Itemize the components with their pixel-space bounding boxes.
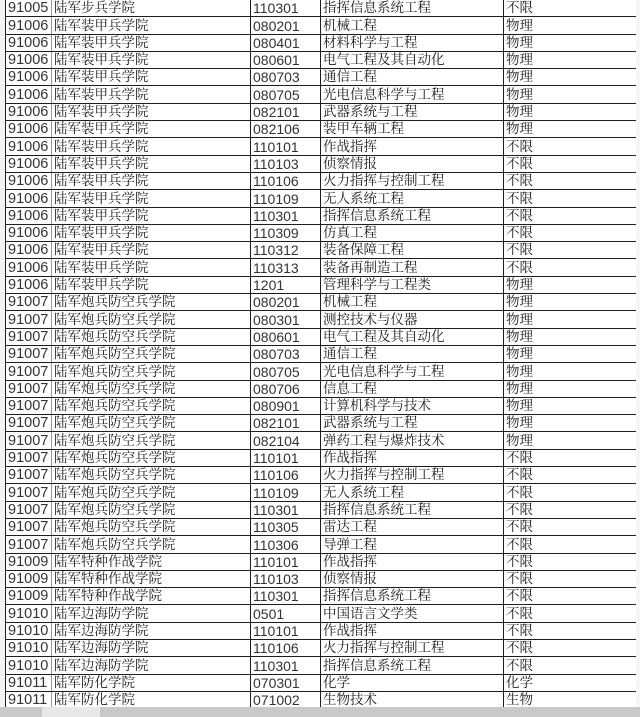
table-row: [6, 103, 637, 120]
table-row: [6, 51, 637, 68]
major-name-cell[interactable]: 弹药工程与爆炸技术: [321, 432, 504, 449]
table-row: [6, 415, 637, 432]
major-code-cell[interactable]: 080201: [251, 17, 321, 34]
table-row: [6, 224, 637, 241]
major-code-cell[interactable]: 080705: [251, 363, 321, 380]
major-code-cell[interactable]: 0501: [251, 605, 321, 622]
subject-requirement-cell[interactable]: 物理: [504, 86, 637, 103]
school-code-cell[interactable]: 91010: [6, 622, 52, 639]
major-code-cell[interactable]: 080601: [251, 51, 321, 68]
school-name-cell[interactable]: 陆军装甲兵学院: [52, 69, 251, 86]
major-code-cell[interactable]: 110109: [251, 484, 321, 501]
subject-requirement-cell[interactable]: 不限: [504, 570, 637, 587]
school-code-cell[interactable]: 91006: [6, 276, 52, 293]
school-code-cell[interactable]: 91006: [6, 172, 52, 189]
school-name-cell[interactable]: 陆军炮兵防空兵学院: [52, 501, 251, 518]
school-name-cell[interactable]: 陆军炮兵防空兵学院: [52, 518, 251, 535]
school-name-cell[interactable]: 陆军特种作战学院: [52, 553, 251, 570]
subject-requirement-cell[interactable]: 物理: [504, 51, 637, 68]
major-code-cell[interactable]: 110109: [251, 190, 321, 207]
subject-requirement-cell[interactable]: 物理: [504, 415, 637, 432]
subject-requirement-cell[interactable]: 物理: [504, 328, 637, 345]
major-code-cell[interactable]: 110301: [251, 207, 321, 224]
table-row: [6, 294, 637, 311]
major-name-cell[interactable]: 无人系统工程: [321, 484, 504, 501]
subject-requirement-cell[interactable]: 生物: [504, 691, 637, 707]
major-code-cell[interactable]: 080703: [251, 69, 321, 86]
school-code-cell[interactable]: 91006: [6, 242, 52, 259]
subject-requirement-cell[interactable]: 不限: [504, 484, 637, 501]
major-code-cell[interactable]: 080703: [251, 345, 321, 362]
school-code-cell[interactable]: 91010: [6, 639, 52, 656]
table-row: [6, 639, 637, 656]
subject-requirement-cell[interactable]: 不限: [504, 207, 637, 224]
table-row: [6, 311, 637, 328]
school-name-cell[interactable]: 陆军装甲兵学院: [52, 17, 251, 34]
subject-requirement-cell[interactable]: 物理: [504, 380, 637, 397]
school-code-cell[interactable]: 91009: [6, 570, 52, 587]
table-row: [6, 432, 637, 449]
major-name-cell[interactable]: 化学: [321, 674, 504, 691]
major-code-cell[interactable]: 082104: [251, 432, 321, 449]
table-row: [6, 657, 637, 674]
major-code-cell[interactable]: 110301: [251, 0, 321, 17]
school-name-cell[interactable]: 陆军装甲兵学院: [52, 224, 251, 241]
school-code-cell[interactable]: 91006: [6, 17, 52, 34]
table-row: [6, 207, 637, 224]
major-name-cell[interactable]: 作战指挥: [321, 622, 504, 639]
major-code-cell[interactable]: 110101: [251, 138, 321, 155]
table-row: [6, 0, 637, 17]
subject-requirement-cell[interactable]: 物理: [504, 432, 637, 449]
major-name-cell[interactable]: 武器系统与工程: [321, 415, 504, 432]
major-code-cell[interactable]: 110101: [251, 622, 321, 639]
school-name-cell[interactable]: 陆军装甲兵学院: [52, 155, 251, 172]
major-name-cell[interactable]: 中国语言文学类: [321, 605, 504, 622]
major-name-cell[interactable]: 无人系统工程: [321, 190, 504, 207]
school-name-cell[interactable]: 陆军炮兵防空兵学院: [52, 345, 251, 362]
major-code-cell[interactable]: 110309: [251, 224, 321, 241]
school-code-cell[interactable]: 91007: [6, 363, 52, 380]
subject-requirement-cell[interactable]: 不限: [504, 622, 637, 639]
major-name-cell[interactable]: 通信工程: [321, 345, 504, 362]
school-name-cell[interactable]: 陆军炮兵防空兵学院: [52, 415, 251, 432]
table-row: [6, 328, 637, 345]
major-name-cell[interactable]: 通信工程: [321, 69, 504, 86]
major-name-cell[interactable]: 装备再制造工程: [321, 259, 504, 276]
subject-requirement-cell[interactable]: 不限: [504, 242, 637, 259]
school-code-cell[interactable]: 91007: [6, 311, 52, 328]
table-row: [6, 345, 637, 362]
table-row: [6, 172, 637, 189]
school-name-cell[interactable]: 陆军装甲兵学院: [52, 86, 251, 103]
major-code-cell[interactable]: 110305: [251, 518, 321, 535]
table-row: [6, 380, 637, 397]
major-name-cell[interactable]: 指挥信息系统工程: [321, 657, 504, 674]
major-name-cell[interactable]: 仿真工程: [321, 224, 504, 241]
major-code-cell[interactable]: 110103: [251, 570, 321, 587]
school-name-cell[interactable]: 陆军炮兵防空兵学院: [52, 294, 251, 311]
school-code-cell[interactable]: 91006: [6, 155, 52, 172]
table-row: [6, 518, 637, 535]
school-code-cell[interactable]: 91007: [6, 345, 52, 362]
school-name-cell[interactable]: 陆军炮兵防空兵学院: [52, 536, 251, 553]
school-name-cell[interactable]: 陆军装甲兵学院: [52, 207, 251, 224]
table-row: [6, 691, 637, 707]
school-code-cell[interactable]: 91009: [6, 588, 52, 605]
school-name-cell[interactable]: 陆军炮兵防空兵学院: [52, 484, 251, 501]
table-row: [6, 397, 637, 414]
school-name-cell[interactable]: 陆军炮兵防空兵学院: [52, 467, 251, 484]
major-name-cell[interactable]: 指挥信息系统工程: [321, 0, 504, 17]
major-name-cell[interactable]: 装备保障工程: [321, 242, 504, 259]
subject-requirement-cell[interactable]: 化学: [504, 674, 637, 691]
subject-requirement-cell[interactable]: 不限: [504, 605, 637, 622]
subject-requirement-cell[interactable]: 不限: [504, 536, 637, 553]
major-name-cell[interactable]: 信息工程: [321, 380, 504, 397]
major-name-cell[interactable]: 机械工程: [321, 17, 504, 34]
table-row: [6, 501, 637, 518]
table-row: [6, 605, 637, 622]
school-code-cell[interactable]: 91007: [6, 328, 52, 345]
school-code-cell[interactable]: 91007: [6, 380, 52, 397]
school-code-cell[interactable]: 91011: [6, 691, 52, 707]
subject-requirement-cell[interactable]: 物理: [504, 34, 637, 51]
school-name-cell[interactable]: 陆军炮兵防空兵学院: [52, 449, 251, 466]
major-code-cell[interactable]: 110106: [251, 172, 321, 189]
major-name-cell[interactable]: 材料科学与工程: [321, 34, 504, 51]
subject-requirement-cell[interactable]: 物理: [504, 276, 637, 293]
major-name-cell[interactable]: 生物技术: [321, 691, 504, 707]
subject-requirement-cell[interactable]: 不限: [504, 449, 637, 466]
school-code-cell[interactable]: 91007: [6, 415, 52, 432]
major-name-cell[interactable]: 作战指挥: [321, 138, 504, 155]
school-code-cell[interactable]: 91007: [6, 467, 52, 484]
major-code-cell[interactable]: 080401: [251, 34, 321, 51]
subject-requirement-cell[interactable]: 不限: [504, 588, 637, 605]
major-name-cell[interactable]: 光电信息科学与工程: [321, 86, 504, 103]
school-name-cell[interactable]: 陆军装甲兵学院: [52, 121, 251, 138]
school-code-cell[interactable]: 91006: [6, 69, 52, 86]
major-code-cell[interactable]: 110301: [251, 588, 321, 605]
subject-requirement-cell[interactable]: 不限: [504, 518, 637, 535]
table-row: [6, 242, 637, 259]
subject-requirement-cell[interactable]: 不限: [504, 639, 637, 656]
table-row: [6, 138, 637, 155]
major-code-cell[interactable]: 110106: [251, 639, 321, 656]
subject-requirement-cell[interactable]: 不限: [504, 224, 637, 241]
major-name-cell[interactable]: 计算机科学与技术: [321, 397, 504, 414]
subject-requirement-cell[interactable]: 物理: [504, 345, 637, 362]
major-code-cell[interactable]: 110312: [251, 242, 321, 259]
school-code-cell[interactable]: 91007: [6, 536, 52, 553]
school-name-cell[interactable]: 陆军特种作战学院: [52, 588, 251, 605]
major-code-cell[interactable]: 110313: [251, 259, 321, 276]
major-code-cell[interactable]: 080301: [251, 311, 321, 328]
major-code-cell[interactable]: 082101: [251, 103, 321, 120]
major-name-cell[interactable]: 装甲车辆工程: [321, 121, 504, 138]
major-name-cell[interactable]: 指挥信息系统工程: [321, 207, 504, 224]
subject-requirement-cell[interactable]: 不限: [504, 0, 637, 17]
school-name-cell[interactable]: 陆军边海防学院: [52, 639, 251, 656]
school-code-cell[interactable]: 91007: [6, 484, 52, 501]
school-code-cell[interactable]: 91007: [6, 432, 52, 449]
major-code-cell[interactable]: 110106: [251, 467, 321, 484]
table-row: [6, 622, 637, 639]
major-code-cell[interactable]: 110101: [251, 449, 321, 466]
table-row: [6, 449, 637, 466]
school-code-cell[interactable]: 91006: [6, 51, 52, 68]
table-row: [6, 536, 637, 553]
school-name-cell[interactable]: 陆军防化学院: [52, 691, 251, 707]
table-row: [6, 155, 637, 172]
table-row: [6, 553, 637, 570]
table-row: [6, 276, 637, 293]
major-name-cell[interactable]: 火力指挥与控制工程: [321, 639, 504, 656]
school-code-cell[interactable]: 91011: [6, 674, 52, 691]
table-row: [6, 467, 637, 484]
school-code-cell[interactable]: 91010: [6, 605, 52, 622]
major-code-cell[interactable]: 080705: [251, 86, 321, 103]
major-name-cell[interactable]: 火力指挥与控制工程: [321, 467, 504, 484]
subject-requirement-cell[interactable]: 物理: [504, 17, 637, 34]
subject-requirement-cell[interactable]: 不限: [504, 190, 637, 207]
subject-requirement-cell[interactable]: 不限: [504, 657, 637, 674]
major-code-cell[interactable]: 110306: [251, 536, 321, 553]
school-code-cell[interactable]: 91006: [6, 103, 52, 120]
subject-requirement-cell[interactable]: 物理: [504, 363, 637, 380]
school-code-cell[interactable]: 91006: [6, 34, 52, 51]
school-code-cell[interactable]: 91006: [6, 207, 52, 224]
major-code-cell[interactable]: 080201: [251, 294, 321, 311]
school-code-cell[interactable]: 91007: [6, 294, 52, 311]
major-name-cell[interactable]: 侦察情报: [321, 570, 504, 587]
school-name-cell[interactable]: 陆军装甲兵学院: [52, 276, 251, 293]
major-code-cell[interactable]: 110301: [251, 657, 321, 674]
school-name-cell[interactable]: 陆军装甲兵学院: [52, 190, 251, 207]
school-name-cell[interactable]: 陆军装甲兵学院: [52, 242, 251, 259]
school-name-cell[interactable]: 陆军装甲兵学院: [52, 172, 251, 189]
major-name-cell[interactable]: 作战指挥: [321, 553, 504, 570]
school-code-cell[interactable]: 91007: [6, 449, 52, 466]
major-code-cell[interactable]: 082106: [251, 121, 321, 138]
school-code-cell[interactable]: 91009: [6, 553, 52, 570]
subject-requirement-cell[interactable]: 不限: [504, 155, 637, 172]
major-code-cell[interactable]: 1201: [251, 276, 321, 293]
school-name-cell[interactable]: 陆军边海防学院: [52, 605, 251, 622]
major-name-cell[interactable]: 武器系统与工程: [321, 103, 504, 120]
subject-requirement-cell[interactable]: 不限: [504, 259, 637, 276]
school-name-cell[interactable]: 陆军边海防学院: [52, 622, 251, 639]
table-body: [6, 0, 637, 707]
school-name-cell[interactable]: 陆军炮兵防空兵学院: [52, 328, 251, 345]
major-name-cell[interactable]: 火力指挥与控制工程: [321, 172, 504, 189]
school-name-cell[interactable]: 陆军装甲兵学院: [52, 34, 251, 51]
table-row: [6, 588, 637, 605]
subject-requirement-cell[interactable]: 不限: [504, 138, 637, 155]
major-name-cell[interactable]: 侦察情报: [321, 155, 504, 172]
school-name-cell[interactable]: 陆军炮兵防空兵学院: [52, 432, 251, 449]
major-code-cell[interactable]: 080901: [251, 397, 321, 414]
major-code-cell[interactable]: 080706: [251, 380, 321, 397]
school-name-cell[interactable]: 陆军装甲兵学院: [52, 259, 251, 276]
school-code-cell[interactable]: 91006: [6, 259, 52, 276]
major-name-cell[interactable]: 作战指挥: [321, 449, 504, 466]
major-name-cell[interactable]: 指挥信息系统工程: [321, 588, 504, 605]
major-code-cell[interactable]: 070301: [251, 674, 321, 691]
table-row: [6, 259, 637, 276]
subject-requirement-cell[interactable]: 物理: [504, 311, 637, 328]
subject-requirement-cell[interactable]: 物理: [504, 397, 637, 414]
school-code-cell[interactable]: 91006: [6, 224, 52, 241]
school-name-cell[interactable]: 陆军炮兵防空兵学院: [52, 397, 251, 414]
major-name-cell[interactable]: 测控技术与仪器: [321, 311, 504, 328]
subject-requirement-cell[interactable]: 物理: [504, 294, 637, 311]
major-code-cell[interactable]: 110103: [251, 155, 321, 172]
school-code-cell[interactable]: 91007: [6, 518, 52, 535]
table-row: [6, 34, 637, 51]
school-code-cell[interactable]: 91006: [6, 190, 52, 207]
major-name-cell[interactable]: 导弹工程: [321, 536, 504, 553]
table-row: [6, 17, 637, 34]
school-code-cell[interactable]: 91007: [6, 501, 52, 518]
major-code-cell[interactable]: 082101: [251, 415, 321, 432]
major-name-cell[interactable]: 机械工程: [321, 294, 504, 311]
subject-requirement-cell[interactable]: 不限: [504, 467, 637, 484]
subject-requirement-cell[interactable]: 不限: [504, 501, 637, 518]
subject-requirement-cell[interactable]: 不限: [504, 172, 637, 189]
subject-requirement-cell[interactable]: 物理: [504, 121, 637, 138]
admissions-table: [5, 0, 637, 707]
major-name-cell[interactable]: 雷达工程: [321, 518, 504, 535]
sheet-right-edge: [636, 0, 640, 707]
table-row: [6, 121, 637, 138]
horizontal-scrollbar[interactable]: [0, 707, 640, 717]
table-row: [6, 484, 637, 501]
table-row: [6, 69, 637, 86]
school-code-cell[interactable]: 91005: [6, 0, 52, 17]
school-name-cell[interactable]: 陆军特种作战学院: [52, 570, 251, 587]
subject-requirement-cell[interactable]: 物理: [504, 69, 637, 86]
subject-requirement-cell[interactable]: 物理: [504, 103, 637, 120]
school-name-cell[interactable]: 陆军防化学院: [52, 674, 251, 691]
school-code-cell[interactable]: 91006: [6, 86, 52, 103]
school-name-cell[interactable]: 陆军步兵学院: [52, 0, 251, 17]
major-code-cell[interactable]: 071002: [251, 691, 321, 707]
school-name-cell[interactable]: 陆军装甲兵学院: [52, 51, 251, 68]
table-row: [6, 190, 637, 207]
school-code-cell[interactable]: 91006: [6, 121, 52, 138]
major-code-cell[interactable]: 080601: [251, 328, 321, 345]
major-name-cell[interactable]: 管理科学与工程类: [321, 276, 504, 293]
school-name-cell[interactable]: 陆军边海防学院: [52, 657, 251, 674]
school-code-cell[interactable]: 91010: [6, 657, 52, 674]
major-name-cell[interactable]: 电气工程及其自动化: [321, 328, 504, 345]
school-name-cell[interactable]: 陆军装甲兵学院: [52, 138, 251, 155]
major-name-cell[interactable]: 光电信息科学与工程: [321, 363, 504, 380]
school-code-cell[interactable]: 91006: [6, 138, 52, 155]
school-name-cell[interactable]: 陆军炮兵防空兵学院: [52, 380, 251, 397]
major-code-cell[interactable]: 110301: [251, 501, 321, 518]
school-name-cell[interactable]: 陆军炮兵防空兵学院: [52, 311, 251, 328]
table-row: [6, 570, 637, 587]
major-name-cell[interactable]: 电气工程及其自动化: [321, 51, 504, 68]
table-row: [6, 363, 637, 380]
subject-requirement-cell[interactable]: 不限: [504, 553, 637, 570]
major-name-cell[interactable]: 指挥信息系统工程: [321, 501, 504, 518]
table-row: [6, 674, 637, 691]
school-name-cell[interactable]: 陆军炮兵防空兵学院: [52, 363, 251, 380]
school-name-cell[interactable]: 陆军装甲兵学院: [52, 103, 251, 120]
major-code-cell[interactable]: 110101: [251, 553, 321, 570]
table-row: [6, 86, 637, 103]
scrollbar-thumb[interactable]: [42, 707, 100, 717]
school-code-cell[interactable]: 91007: [6, 397, 52, 414]
